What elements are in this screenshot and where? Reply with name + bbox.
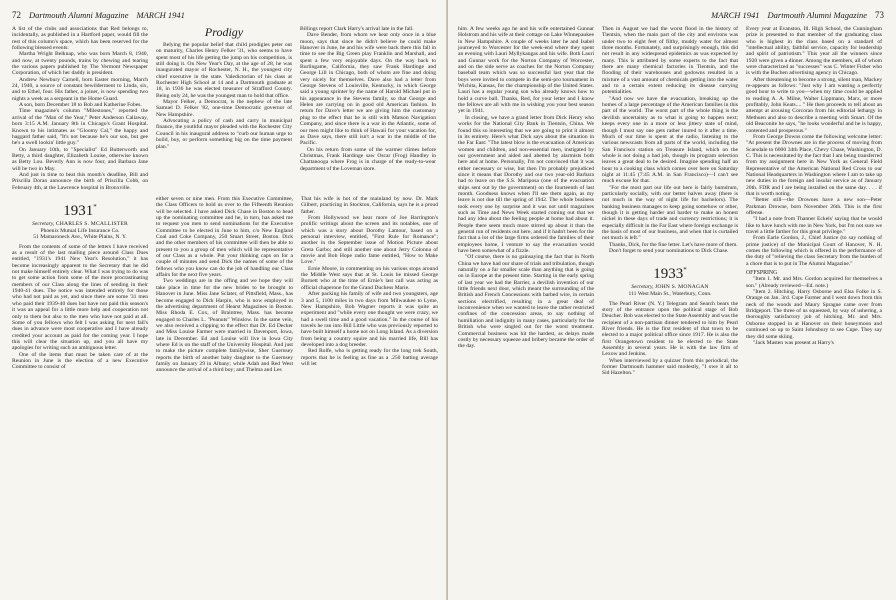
paragraph: Belying the popular belief that child prodigies peter out on maturity, Charles Henry Felker '31, who seems to have spent most of his life getting the jump on his competition, is still doing it. On New Year's Day, at the age of 28, he was inaugurated mayor of Rochester, N. H., the youngest city chief executive in the state. Valedictorian of his class at Rochester High School at 14 and a Dartmouth graduate at 18, in 1936 he was elected treasurer of Strafford County. Being only 24, he was the youngest man to hold that office. xyxy=(156,42,292,99)
secretary-company: Phoenix Mutual Life Insurance Co. xyxy=(40,227,120,234)
left-lower-col-a xyxy=(156,196,293,374)
paragraph: The Pearl River (N. Y.) Telegram and Search bears the story of the entrance upon the political stage of Bob Deucher. Bob was elected to the State Assembly and was the recipient of a non-partisan dinner tendered to him by Pearl River friends. He is the first resident of that town to be elected to a major political office since 1917. He is also the first Orangetown resident to be elected to the State Assembly in several years. He is with the law firm of Lexow and Jenkins. xyxy=(602,300,738,358)
right-running-head xyxy=(458,10,884,24)
paragraph: Then in August we had the worst flood in the history of Tientsin, when the main part of the city and environs was under two to eight feet of filthy, muddy water for almost three months. Fortunately, and surprisingly enough, this did not result in any widespread epidemics as was expected by many. This is attributed by some experts to the fact that there are many chemical factories in Tientsin, and the flooding of their warehouses and godowns resulted in a mixture of a vast amount of chemicals getting into the water and to a certain extent reducing its disease carrying potentialities. xyxy=(602,26,738,96)
paragraph: And just in time to beat this month's deadline, Bill and Priscilla Doran announce the birth of Priscilla Cobb, on February 4th, at the Lawrence hospital in Bronxville. xyxy=(12,171,148,191)
paragraph: Martha Wright Belknap, who was born March 8, 1940, and now, at twenty pounds, trains by chewing and tearing the various papers published by The Vermont Newspaper Corporation, of which her daddy is president. xyxy=(12,51,148,77)
paragraph: A son, born December 18 to Bob and Katherine Fobes. xyxy=(19,102,142,109)
paragraph: Mayor Felker, a Democrat, is the nephew of the late Samuel D. Felker '82, one-time Democratic governor of New Hampshire. xyxy=(156,99,292,118)
left-lower-columns xyxy=(156,196,438,374)
class-star: * xyxy=(93,202,97,211)
paragraph: When interviewed by a quizzer from this periodical, the former Dartmouth hammer said modestly, "I owe it all to Sid Hazelton." xyxy=(602,357,738,377)
left-magazine-title: Dartmouth Alumni Magazine xyxy=(29,10,129,20)
paragraph: On January 10th, to "Specialist" Ed Butterworth and Betty, a third daughter, Elizabeth Louise, otherwise known as Betty Lou. Beverly Ann is now four, and Barbara Jane will be two in May. xyxy=(12,146,148,172)
secretary-address: 111 West Main St., Waterbury, Conn. xyxy=(628,290,712,297)
paragraph: Andrew Newbury Carnell, born Easter morning, March 24, 1940, a source of constant bewilderment to Linda, six, and to Ethel, four. His father, a joiner, is now spending two nights a week as a sergeant in the Home Guard. xyxy=(12,76,148,102)
paragraph: "I had a note from Thanner Eckels' saying that he would like to have lunch with me in New York, but I'm not sure we travel a little farther for this great privilege." xyxy=(746,216,882,235)
paragraph: From the contents of some of the letters I have received as a result of the last mailing piece around Class Dues entitled, "1931's 1941 New Year's Resolution," it has become increasingly apparent to the Secretary that he did not make himself entirely clear. What I was trying to do was to get some action from some of the more procrastinating members of our Class along the lines of sending in their 1940-41 dues. The notice was intended entirely for those who had not paid as yet, and since there are some '31 men who paid their 1939-40 dues but have not paid this season's it was an appeal for a little more help and cooperation not only to them but also to the men who have not paid at all. Some of you fellows who felt I was asking for next fall's dues in advance were most cooperative and I have already credited your account as paid for the coming year. I hope this will clear the situation up, and you all have my apologies for writing such an ambiguous letter. xyxy=(12,243,148,352)
paragraph: "Jack Masten was present at Harry's xyxy=(753,339,834,346)
prodigy-title: Prodigy xyxy=(204,25,244,39)
paragraph: Two weddings are in the offing and we hope they will take place in time for the new brides to be brought to Hanover in June. Miss Jane Sclater, of Pittsfield, Mass., has become engaged to Dick Harpin, who is now employed in the advertising department of Hearst Magazines in Boston. Miss Rhoda E. Cox, of Braintree, Mass. has become engaged to Charles L. "Peanuts" Winslow. In the same vein, we also received a clipping to the effect that Dr. Ed Decker and Miss Louise Farmer were married in Davenport, Iowa, late in December. Ed and Louise will live in Iowa City where Ed is on the staff of the University Hospital. And just to make the picture complete familywise, Sher Guernsey reports the birth of another baby daughter to the Guernsey family on January 29 in Albany; while Adah and Red West announce the arrival of a third boy; and Thelma and Les xyxy=(156,278,293,374)
prodigy-box xyxy=(156,42,292,150)
class-1931-heading xyxy=(12,199,148,219)
paragraph: From Hollywood we hear more of Joe Barrington's prolific writings about the screen and its notables, one of which was a story about Dorothy Lamour, based on a personal interview, entitled, "First Rule for Romance"; another in the September issue of Motion Picture about Greta Garbo; and still another one about Jerry Colonna of movie and Bob Hope radio fame entitled, "How to Make Love." xyxy=(301,215,438,266)
paragraph: Every year at Evanston, Ill. High School, the Cunningham prize is presented to that member of the graduating class who is highest in the class based on a standard of "intellectual ability, faithful service, capacity for leadership and spirit of patriotism." This year all the winners since 1920 were given a dinner. Among the members, all of whom were characterized as "successes" was C. Winter Fisher who is with the Buchen advertising agency in Chicago. xyxy=(746,26,882,77)
right-issue-date: MARCH 1941 xyxy=(711,10,760,20)
paragraph: "Item 2. Hitching. Harry Osborne and Elsa Folke in S. Orange on Jan. 3rd. Cupe Farmer and I went down from this neck of the woods and Maury Sprague came over from Bridgeport. The three of us squeezed, by way of ushering, a thoroughly satisfactory job of hitching. Mr. and Mrs. Osborne stopped in at Hanover on their honeymoon and continued on up to Saint Johnsbury to see Cupe. They say they did some skiing. xyxy=(746,289,882,340)
paragraph: Advocating a policy of cash and carry in municipal finance, the youthful mayor pleaded with the Rochester City Council in his inaugural address to "curb our human urge to build, buy, or perform something big on the time payment plan." xyxy=(156,118,292,150)
paragraph: One of the items that must be taken care of at the Reunion in June is the election of a new Executive Committee to consist of xyxy=(12,351,148,371)
right-page xyxy=(448,0,896,600)
paragraph: From Earle Gordon, J., Chief Justice (to say nothing of prime justice) of the Municipal Court of Hanover, N. H. comes the following which is offered in the performance of the duty of "relieving the class Secretary from the burden of a chore that is to put in The Alumni Magazine." xyxy=(746,235,882,267)
paragraph: "Of course, there is no gainsaying the fact that in North China we have had our share of trials and tribulation, though naturally on a far smaller scale than anything that is going on in Europe at the present time. Starting in the early spring of last year we had the Barrier, a devilish invention of our little friends next door, which meant the surrounding of the British and French Concessions with barbed wire, in certain sections electrified, resulting in a great deal of inconvenience when we wanted to leave the rather restricted confines of the concession areas, to say nothing of humiliation and indignity in many cases, particularly for the British who were singled out for the worst treatment. Commercial business was hit the hardest, as delays made costly by necessary squeeze and bribery became the order of the day. xyxy=(458,254,594,350)
paragraph: After threatening to become a strong, silent man, Mackey re-appears as follows: "Just why I am wasting a perfectly good hour to write to you—when my time could be applied to reading A. A. Milne, Walter Lippmann, Marx, or more profitably, John Keats.... " He then proceeds to tell about an attempt at arousing Corcoran from his editorial lethargy in Methuen and also to describe a meeting with Smart. Of the old Beaconite he says, "he looks wonderful and he is happy, contented and prosperous." xyxy=(746,76,882,134)
paragraph: From George Downs come the following welcome letter: "At present the Drownes are in the process of moving from Scarsdale to 6000 34th Place, Chevy Chase, Washington, D. C. This is necessitated by the fact that I am being transferred from my assignment here in New York as General Field Representative of the American National Red Cross to our National Headquarters in Washington where I am to take up new duties in the foreign and insular service as of January 20th. FDR and I are being installed on the same day. . . . if that is worth noting. xyxy=(746,133,882,197)
paragraph: Red Rolfe, who is getting ready for the long trek South, reports that he is feeling as fine as a .250 batting average will let xyxy=(301,348,438,367)
paragraph: either seven or nine men. From this Executive Committee, the Class Officers to hold us over to the Fifteenth Reunion will be selected. I have asked Dick Chase in Boston to head up the nominating committee and he, in turn, has asked me to request you men to send nominations for the Executive Committee to be elected in June to him, c/o New England Coal and Coke Company, 250 Stuart Street, Boston. Dick and the other members of his committee will then be able to present to you a group of men which will be representative of our Class as a whole. Put your thinking caps on for a couple of minutes and send Dick the names of some of the fellows who you know can do the job of handling our Class affairs for the next five years. xyxy=(156,196,293,279)
paragraph: "And now we have the evacuation, breaking up the homes of a large percentage of the American families in this part of the world. The worst part of the whole thing is the devilish uncertainty as to what is going to happen next; keeps every one in a more or less jittery state of mind, though I must say one gets rather inured to it after a time. Much of our time is spent at the radio, listening to the various newscasts from all parts of the world, including the San Francisco station on Treasure Island, which on the whole is not doing a bad job, though its program selection leaves a great deal to be desired. Imagine spending half an hour to a cooking class which comes over here on Saturday night at 11:45 (7:45 A.M. in San Francisco)—I can't see much excuse for that. xyxy=(602,95,738,185)
right-columns xyxy=(458,26,884,377)
class-year: 1933 xyxy=(653,266,684,283)
class-year: 1931 xyxy=(63,202,94,219)
right-magazine-title: Dartmouth Alumni Magazine xyxy=(767,10,867,20)
paragraph: In closing, we have a grand letter from Dick Henry who works for the National City Bank in Tientsin, China. We found this so interesting that we are going to print it almost in its entirety. Here's what Dick says about the situation in the Far East: "The latest blow is the evacuation of American women and children, and non-essential men, instigated by our government and aided and abetted by alarmists both here and at home. Personally, I'm not convinced that it was either necessary or wise, but then I'm probably prejudiced since it means that Dorothy and our two year-old Barbara had to leave on the S.S. Mariposa (one of the evacuation ships sent out by the government) on the fourteenth of last month. Goodness knows when I'll see them again, as my leave is not due till the spring of 1942. The whole business took every one by surprise and it was not until magazines such as Time and News Week started coming out that we had any idea about the feeling people at home had about it. People there seem much more stirred up about it than the general run of residents out here, and if it hadn't been for the fact that a lot of the large firms ordered the families of their employees home, I venture to say the evacuation would have been somewhat of a fizzle. xyxy=(458,114,594,255)
left-running-head xyxy=(12,10,438,24)
paragraph: Don't forget to send your nominations to Dick Chase. xyxy=(609,248,729,255)
left-lower-col-b xyxy=(301,196,438,374)
secretary-address: 51 Mamaroneck Ave., White Plains, N. Y. xyxy=(33,234,127,241)
paragraph: him. A few weeks ago he and his wife entertained Gunnar Holstrom and his wife at their cottage on Lake Winnepaukee in New Hampshire. A couple of weeks later he and Isabel journeyed to Worcester for the week-end where they spent an evening with Lauri Myllykangas and his wife. Both Lauri and Gunnar work for the Norton Company of Worcester, and on the side serve as coaches for the Norton Company baseball team which was so successful last year that the boys were invited to compete in the semi-pro tournament in Wichita, Kansas, for the championship of the United States. Lauri has a regular young son who already knows how to hold a curve ball. Thanks, Red, for your letter and I know the fellows are all with me in wishing you your best season yet in 1941. xyxy=(458,26,594,115)
right-page-number: 73 xyxy=(875,10,884,20)
paragraph: Dave Bender, from whom we hear only once in a blue moon, says that since he didn't believe he could make Hanover in June, he and his wife were back there this fall in time to see the Big Green play Franklin and Marshall, and spent a few very enjoyable days. On the way back to Burlingame, California, they saw Frank Hardinge and George Lill in Chicago, both of whom are fine and doing very nicely for themselves. Dave also had a letter from George Stevens of Louisville, Kentucky, in which George said a young sprinter by the name of Harold Michael put in his appearance in the Stevens family, so that George and Helen are carrying on in good old American fashion. In return for Dave's letter we are giving him the customary plug to the effect that he is still with Matson Navigation Company, and since there is a war in the Atlantic, some of our men might like to think of Hawaii for your vacation for, as Dave says, there still isn't a war in the middle of the Pacific. xyxy=(300,32,436,147)
secretary-label: Secretary, xyxy=(631,284,654,291)
paragraph: Thanks, Dick, for the fine letter. Let's have more of them. xyxy=(609,241,738,248)
secretary-label: Secretary, xyxy=(32,220,55,227)
right-col-2 xyxy=(602,26,738,377)
paragraph: Billings report Clark Harry's arrival late in the fall. xyxy=(300,26,414,32)
left-col-1 xyxy=(12,26,148,371)
paragraph: On his return from some of the warmer climes before Christmas, Frank Hardinge saw Oscar (Frog) Handley in Chattanooga where Frog is in charge of the ready-to-wear department of the Loveman store. xyxy=(300,146,436,172)
left-issue-date: MARCH 1941 xyxy=(136,10,185,20)
paragraph: That his wife is hot of the mainland by now. Dr. Mark Gilbert, practicing in Stockton, California, says he is a proud father. xyxy=(301,196,438,215)
paragraph: A list of the clubs and associations that Red belongs to, incidentally, as published in a Hartford paper, would fill the rest of this column's space, which has been reserved for the following blessed events: xyxy=(12,26,148,52)
offspring-subhead: OFFSPRING xyxy=(746,270,778,277)
class-1933-heading xyxy=(602,262,738,282)
paragraph: "For the most part our life out here is fairly humdrum, particularly socially, with our better halves away (there is not much in the way of night life for bachelors). The banking business manages to keep going somehow or other, though it is getting harder and harder to make an honest nickel in these days of trade and currency restrictions; it is especially difficult in the Far East where foreign exchange is the basis of most of our business, and when that is curtailed not much is left." xyxy=(602,184,738,242)
paragraph: "Item 1. Mr. and Mrs. Gordon acquired for themselves a son." (Already reviewed—Ed. note.) xyxy=(746,276,882,289)
class-1931-secretary xyxy=(12,221,148,241)
paragraph: After packing his family of wife and two youngsters, age 3 and 5, 1100 miles in two days from Milwaukee to Lyme, New Hampshire, Bob Wagner reports it was quite an experiment and "while every one thought we were crazy, we had a swell time and a good vacation." In the course of his travels he ran into Bill Little who was previously reported to have built himself a home not on Long Island. As a diversion from being a country squire and his married life, Bill has developed into a dog breeder. xyxy=(301,291,438,348)
class-star: * xyxy=(683,266,687,275)
paragraph: "Better still—the Drownes have a new son—Peter Parkman Drowne, born November 26th. This is the first offense. xyxy=(746,197,882,216)
secretary-name: JOHN S. MONAGAN xyxy=(654,284,709,291)
right-col-1 xyxy=(458,26,594,377)
paragraph: Ernie Moore, in commenting on his various stops around the Middle West says that at St. Louis he missed George Burnett who at the time of Ernie's last call was acting as official chaperone for the Grand Duchess Marie. xyxy=(301,265,438,291)
left-page-number: 72 xyxy=(12,10,21,20)
secretary-name: CHARLES S. MCALLISTER xyxy=(55,220,128,227)
paragraph: Time magazine's column "Milestones," reported the arrival of the "Man of the Year," Peter Anderson Callaway, born 3:15 A.M. January 8th in Chicago's Grant Hospital. Known to his intimates as "Gloomy Cal," the happy and haggard father said, "It's not because he's our son, but gee he's a swell lookin' little guy." xyxy=(12,108,148,147)
class-1933-secretary xyxy=(602,284,738,297)
right-col-3 xyxy=(746,26,882,377)
